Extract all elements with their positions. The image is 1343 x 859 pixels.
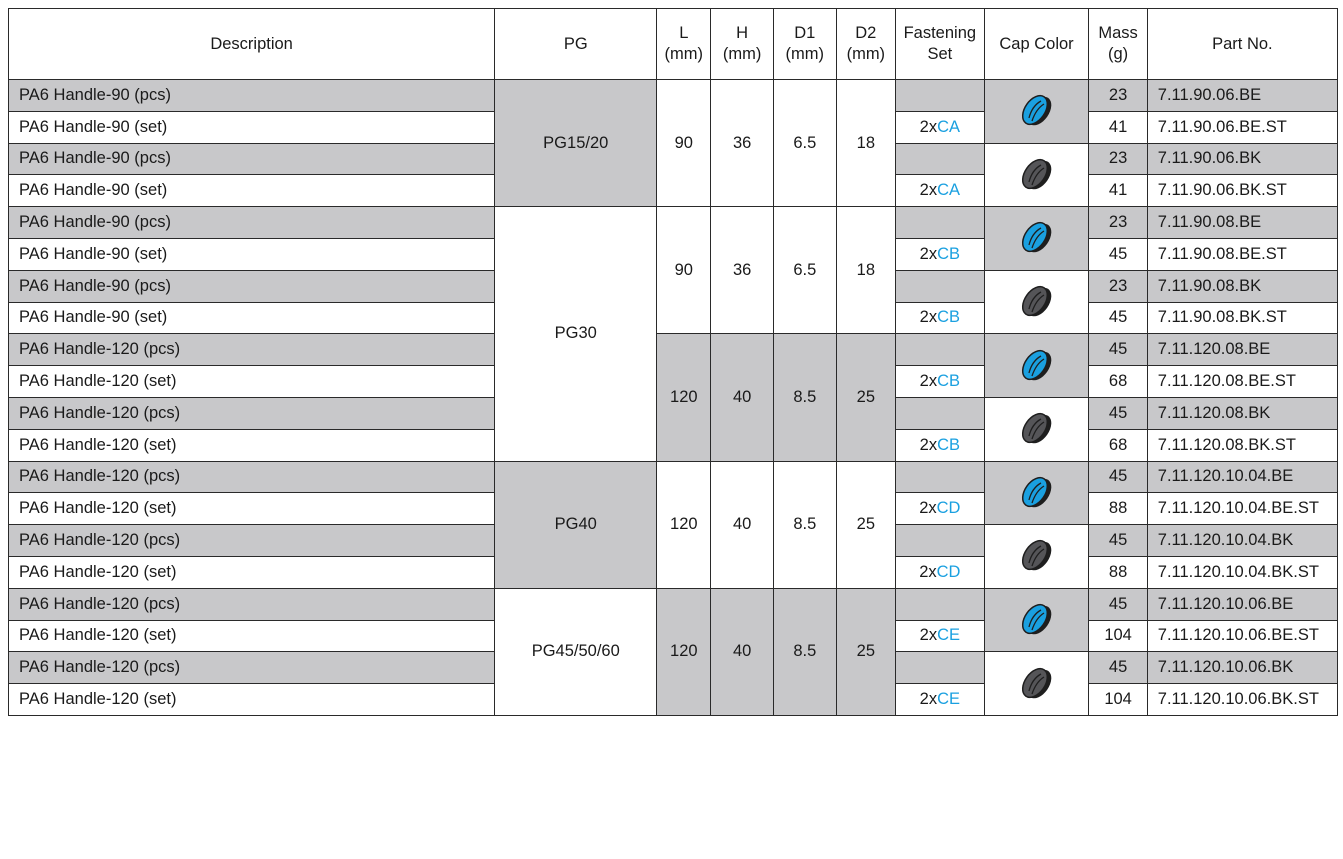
fastening-code: CB (937, 435, 960, 454)
mass-cell: 104 (1089, 620, 1147, 652)
description-cell: PA6 Handle-90 (set) (9, 175, 495, 207)
black-cap-icon (985, 665, 1089, 703)
dimension-d2-cell: 25 (836, 588, 895, 715)
fastening-prefix: 2x (919, 690, 938, 709)
table-row (9, 80, 1338, 112)
cap-color-cell (984, 270, 1089, 334)
dimension-d1-cell: 8.5 (773, 461, 836, 588)
fastening-set-cell (896, 207, 985, 239)
pg-cell: PG15/20 (495, 80, 657, 207)
dimension-d2-cell: 18 (836, 80, 895, 207)
part-number-cell: 7.11.120.08.BE (1147, 334, 1337, 366)
dimension-l-cell: 120 (657, 461, 711, 588)
mass-cell: 45 (1089, 525, 1147, 557)
fastening-prefix: 2x (919, 308, 938, 327)
part-number-cell: 7.11.120.10.06.BE.ST (1147, 620, 1337, 652)
part-number-cell: 7.11.90.06.BE (1147, 80, 1337, 112)
header-d2-unit: (mm) (846, 45, 886, 63)
part-number-cell: 7.11.120.08.BK (1147, 397, 1337, 429)
part-number-cell: 7.11.120.10.04.BK.ST (1147, 556, 1337, 588)
header-set-label: Set (927, 45, 953, 63)
mass-cell: 45 (1089, 397, 1147, 429)
fastening-set-cell (896, 111, 985, 143)
dimension-h-cell: 36 (711, 80, 774, 207)
product-table (8, 8, 1338, 716)
mass-cell: 23 (1089, 143, 1147, 175)
header-d1-unit: (mm) (785, 45, 825, 63)
mass-cell: 23 (1089, 80, 1147, 112)
dimension-h-cell: 40 (711, 588, 774, 715)
table-row (9, 334, 1338, 366)
fastening-prefix: 2x (919, 499, 937, 518)
description-cell: PA6 Handle-90 (pcs) (9, 143, 495, 175)
mass-cell: 45 (1089, 238, 1147, 270)
fastening-set-cell (896, 302, 985, 334)
part-number-cell: 7.11.120.10.04.BE.ST (1147, 493, 1337, 525)
description-cell: PA6 Handle-120 (set) (9, 493, 495, 525)
dimension-l-cell: 90 (657, 207, 711, 334)
header-l-label: L (679, 24, 689, 42)
header-mass-unit: (g) (1108, 45, 1129, 63)
fastening-code: CA (937, 181, 960, 200)
header-h (711, 9, 774, 80)
table-body (9, 80, 1338, 716)
part-number-cell: 7.11.90.06.BE.ST (1147, 111, 1337, 143)
part-number-cell: 7.11.90.08.BK.ST (1147, 302, 1337, 334)
header-fastening-set (896, 9, 985, 80)
dimension-h-cell: 40 (711, 461, 774, 588)
dimension-d2-cell: 18 (836, 207, 895, 334)
part-number-cell: 7.11.90.06.BK (1147, 143, 1337, 175)
cap-color-cell (984, 143, 1089, 207)
cap-color-cell (984, 588, 1089, 652)
header-mass (1089, 9, 1147, 80)
part-number-cell: 7.11.120.10.06.BK (1147, 652, 1337, 684)
part-number-cell: 7.11.120.10.06.BE (1147, 588, 1337, 620)
part-number-cell: 7.11.90.08.BK (1147, 270, 1337, 302)
pg-cell: PG45/50/60 (495, 588, 657, 715)
fastening-code: CE (937, 626, 960, 645)
pg-cell: PG40 (495, 461, 657, 588)
fastening-prefix: 2x (919, 372, 938, 391)
table-row (9, 461, 1338, 493)
fastening-prefix: 2x (919, 244, 938, 263)
mass-cell: 45 (1089, 652, 1147, 684)
cap-color-cell (984, 397, 1089, 461)
black-cap-icon (985, 156, 1089, 194)
fastening-set-cell (896, 175, 985, 207)
fastening-set-cell (896, 684, 985, 716)
fastening-set-cell (896, 620, 985, 652)
description-cell: PA6 Handle-120 (pcs) (9, 334, 495, 366)
fastening-prefix: 2x (919, 435, 938, 454)
cap-color-cell (984, 461, 1089, 525)
description-cell: PA6 Handle-90 (pcs) (9, 207, 495, 239)
part-number-cell: 7.11.120.10.04.BK (1147, 525, 1337, 557)
header-cap-color-label: Cap Color (999, 34, 1074, 53)
mass-cell: 23 (1089, 270, 1147, 302)
mass-cell: 45 (1089, 588, 1147, 620)
description-cell: PA6 Handle-90 (pcs) (9, 80, 495, 112)
description-cell: PA6 Handle-120 (pcs) (9, 588, 495, 620)
fastening-prefix: 2x (919, 117, 938, 136)
description-cell: PA6 Handle-90 (pcs) (9, 270, 495, 302)
header-description-label: Description (210, 34, 293, 53)
dimension-d2-cell: 25 (836, 334, 895, 461)
fastening-code: CB (937, 244, 960, 263)
header-d2 (836, 9, 895, 80)
fastening-set-cell (896, 461, 985, 493)
cap-color-cell (984, 207, 1089, 271)
part-number-cell: 7.11.120.10.04.BE (1147, 461, 1337, 493)
fastening-prefix: 2x (919, 562, 937, 581)
header-part-no-label: Part No. (1212, 34, 1273, 53)
fastening-code: CA (937, 117, 960, 136)
fastening-set-cell (896, 143, 985, 175)
description-cell: PA6 Handle-90 (set) (9, 111, 495, 143)
mass-cell: 68 (1089, 366, 1147, 398)
black-cap-icon (985, 537, 1089, 575)
header-d1 (773, 9, 836, 80)
mass-cell: 88 (1089, 493, 1147, 525)
mass-cell: 41 (1089, 175, 1147, 207)
dimension-d2-cell: 25 (836, 461, 895, 588)
mass-cell: 45 (1089, 302, 1147, 334)
description-cell: PA6 Handle-120 (pcs) (9, 397, 495, 429)
description-cell: PA6 Handle-90 (set) (9, 238, 495, 270)
header-cap-color (984, 9, 1089, 80)
description-cell: PA6 Handle-120 (pcs) (9, 525, 495, 557)
mass-cell: 68 (1089, 429, 1147, 461)
mass-cell: 45 (1089, 461, 1147, 493)
part-number-cell: 7.11.120.08.BE.ST (1147, 366, 1337, 398)
dimension-d1-cell: 6.5 (773, 207, 836, 334)
header-l-unit: (mm) (664, 45, 704, 63)
fastening-set-cell (896, 429, 985, 461)
header-d1-label: D1 (794, 24, 816, 42)
mass-cell: 45 (1089, 334, 1147, 366)
fastening-set-cell (896, 525, 985, 557)
description-cell: PA6 Handle-90 (set) (9, 302, 495, 334)
description-cell: PA6 Handle-120 (set) (9, 620, 495, 652)
header-pg (495, 9, 657, 80)
dimension-d1-cell: 8.5 (773, 334, 836, 461)
black-cap-icon (985, 410, 1089, 448)
mass-cell: 104 (1089, 684, 1147, 716)
part-number-cell: 7.11.90.06.BK.ST (1147, 175, 1337, 207)
fastening-set-cell (896, 238, 985, 270)
fastening-code: CD (936, 562, 961, 581)
description-cell: PA6 Handle-120 (set) (9, 684, 495, 716)
dimension-h-cell: 40 (711, 334, 774, 461)
cap-color-cell (984, 525, 1089, 589)
blue-cap-icon (985, 347, 1089, 385)
blue-cap-icon (985, 601, 1089, 639)
fastening-set-cell (896, 366, 985, 398)
cap-color-cell (984, 652, 1089, 716)
mass-cell: 23 (1089, 207, 1147, 239)
part-number-cell: 7.11.120.08.BK.ST (1147, 429, 1337, 461)
fastening-set-cell (896, 334, 985, 366)
fastening-set-cell (896, 588, 985, 620)
table-row (9, 588, 1338, 620)
blue-cap-icon (985, 92, 1089, 130)
description-cell: PA6 Handle-120 (pcs) (9, 652, 495, 684)
dimension-h-cell: 36 (711, 207, 774, 334)
cap-color-cell (984, 80, 1089, 144)
part-number-cell: 7.11.90.08.BE (1147, 207, 1337, 239)
description-cell: PA6 Handle-120 (set) (9, 429, 495, 461)
fastening-code: CB (937, 308, 960, 327)
table-row (9, 207, 1338, 239)
header-h-label: H (736, 24, 749, 42)
dimension-d1-cell: 8.5 (773, 588, 836, 715)
fastening-prefix: 2x (919, 181, 938, 200)
mass-cell: 88 (1089, 556, 1147, 588)
fastening-set-cell (896, 652, 985, 684)
header-d2-label: D2 (855, 24, 877, 42)
header-fastening-label: Fastening (903, 24, 977, 42)
description-cell: PA6 Handle-120 (set) (9, 366, 495, 398)
fastening-code: CB (937, 372, 960, 391)
fastening-code: CD (936, 499, 961, 518)
dimension-l-cell: 90 (657, 80, 711, 207)
header-part-no (1147, 9, 1337, 80)
fastening-set-cell (896, 270, 985, 302)
header-l (657, 9, 711, 80)
cap-color-cell (984, 334, 1089, 398)
part-number-cell: 7.11.90.08.BE.ST (1147, 238, 1337, 270)
header-mass-label: Mass (1098, 24, 1138, 42)
fastening-set-cell (896, 397, 985, 429)
header-pg-label: PG (563, 34, 588, 53)
part-number-cell: 7.11.120.10.06.BK.ST (1147, 684, 1337, 716)
fastening-set-cell (896, 493, 985, 525)
fastening-code: CE (937, 690, 960, 709)
header-description (9, 9, 495, 80)
fastening-prefix: 2x (919, 626, 938, 645)
mass-cell: 41 (1089, 111, 1147, 143)
dimension-d1-cell: 6.5 (773, 80, 836, 207)
pg-cell: PG30 (495, 207, 657, 461)
blue-cap-icon (985, 219, 1089, 257)
dimension-l-cell: 120 (657, 334, 711, 461)
description-cell: PA6 Handle-120 (set) (9, 556, 495, 588)
blue-cap-icon (985, 474, 1089, 512)
fastening-set-cell (896, 556, 985, 588)
header-row (9, 9, 1338, 80)
description-cell: PA6 Handle-120 (pcs) (9, 461, 495, 493)
black-cap-icon (985, 283, 1089, 321)
dimension-l-cell: 120 (657, 588, 711, 715)
fastening-set-cell (896, 80, 985, 112)
header-h-unit: (mm) (722, 45, 762, 63)
